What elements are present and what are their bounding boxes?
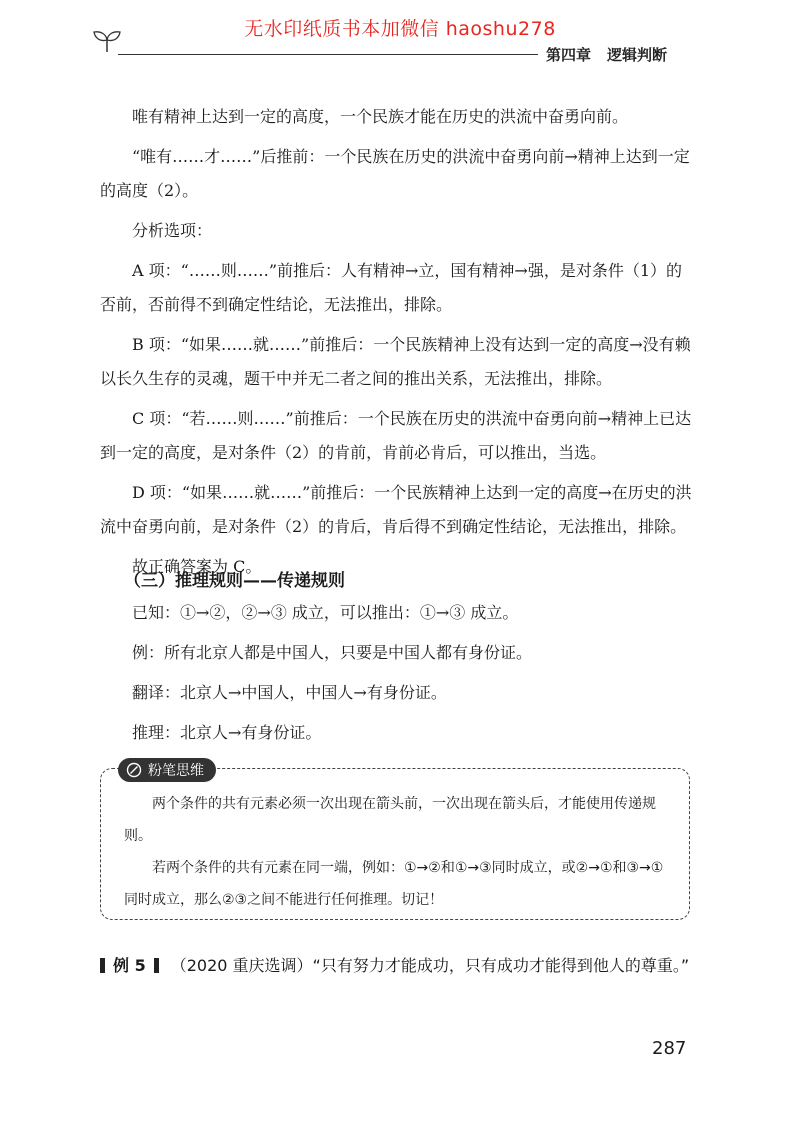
tip-line: 若两个条件的共有元素在同一端，例如：①→②和①→③同时成立，或②→①和③→①同时成立，那么②③之间不能进行任何推理。切记！ [124,860,664,908]
header-divider [118,54,538,55]
section-label: 逻辑判断 [607,46,668,64]
example-question [100,948,700,984]
running-header [546,44,667,65]
paragraph: “唯有……才……”后推前：一个民族在历史的洪流中奋勇向前→精神上达到一定的高度（2）。 [100,147,690,200]
option-c-analysis: C 项：“若……则……”前推后：一个民族在历史的洪流中奋勇向前→精神上已达到一定的高度，是对条件（2）的肯前，肯前必肯后，可以推出，当选。 [100,409,692,462]
paragraph: 推理：北京人→有身份证。 [132,723,322,742]
tip-label [118,758,216,782]
watermark-text: 无水印纸质书本加微信 haoshu278 [244,18,556,40]
option-a-analysis: A 项：“……则……”前推后：人有精神→立，国有精神→强，是对条件（1）的否前，否前得不到确定性结论，无法推出，排除。 [100,261,682,314]
answer-statement: 故正确答案为 C。 [132,557,262,576]
option-d-analysis: D 项：“如果……就……”前推后：一个民族精神上达到一定的高度→在历史的洪流中奋勇向前，是对条件（2）的肯后，肯后得不到确定性结论，无法推出，排除。 [100,483,692,536]
option-b-analysis: B 项：“如果……就……”前推后：一个民族精神上没有达到一定的高度→没有赖以长久生存的灵魂，题干中并无二者之间的推出关系，无法推出，排除。 [100,335,691,388]
paragraph: 分析选项： [132,221,213,240]
tip-content [124,788,664,916]
example-text: （2020 重庆选调）“只有努力才能成功，只有成功才能得到他人的尊重。” [170,956,690,975]
paragraph: 翻译：北京人→中国人，中国人→有身份证。 [132,683,447,702]
section-title: （三）推理规则——传递规则 [124,571,345,591]
sprout-icon [92,28,122,54]
tip-label-text: 粉笔思维 [148,763,204,779]
paragraph: 已知：①→②，②→③ 成立，可以推出：①→③ 成立。 [132,603,519,622]
example-label: 例 5 [100,956,159,975]
paragraph: 例：所有北京人都是中国人，只要是中国人都有身份证。 [132,643,533,662]
page-number: 287 [652,1038,687,1059]
paragraph: 唯有精神上达到一定的高度，一个民族才能在历史的洪流中奋勇向前。 [132,107,629,126]
pencil-circle-icon [126,762,142,778]
tip-line: 两个条件的共有元素必须一次出现在箭头前，一次出现在箭头后，才能使用传递规则。 [124,796,656,844]
analysis-block [100,100,692,584]
rule-block [100,596,692,750]
chapter-label: 第四章 [546,46,592,64]
